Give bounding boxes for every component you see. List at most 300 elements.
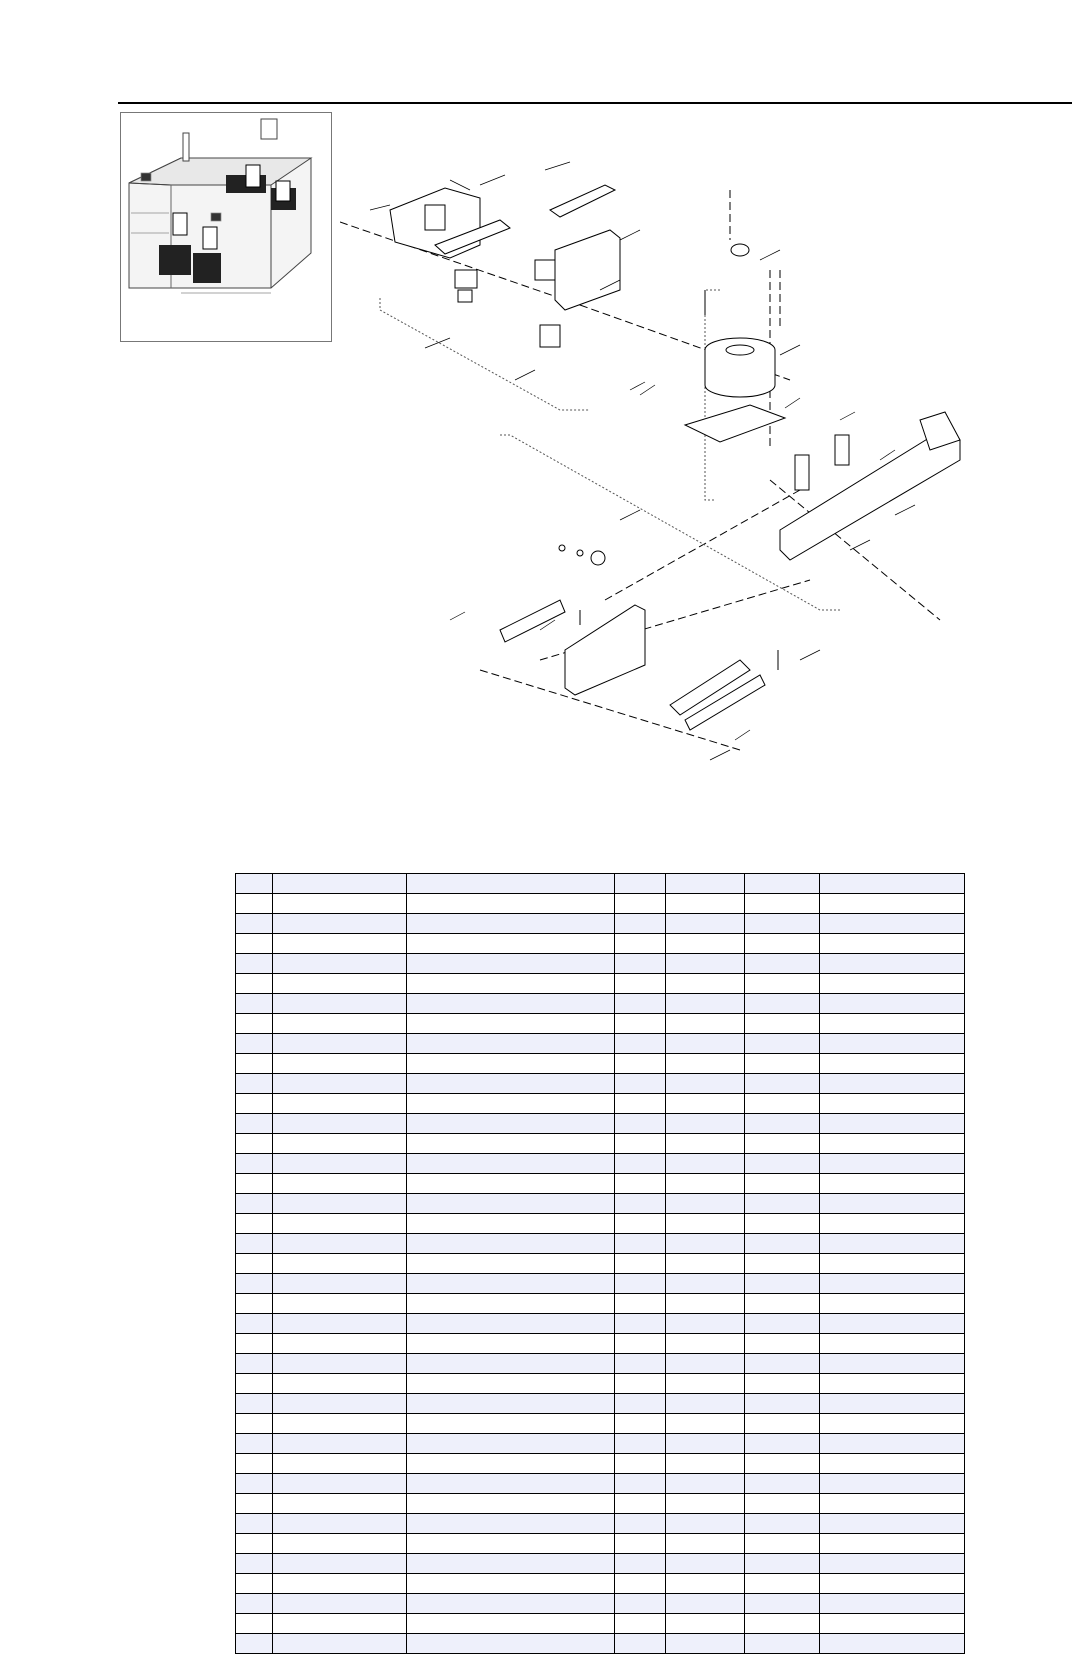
table-cell [272,1074,407,1094]
table-cell [236,1214,273,1234]
table-cell [236,1034,273,1054]
table-cell [236,1494,273,1514]
table-cell [615,1394,666,1414]
table-cell [744,1494,819,1514]
table-cell [666,1374,745,1394]
table-cell [615,934,666,954]
table-cell [236,1534,273,1554]
table-cell [820,1014,965,1034]
table-row [236,1334,965,1354]
table-cell [744,1094,819,1114]
table-cell [744,1234,819,1254]
table-cell [236,1574,273,1594]
table-cell [744,1594,819,1614]
table-cell [407,914,615,934]
table-row [236,1134,965,1154]
table-cell [820,1294,965,1314]
table-cell [615,914,666,934]
table-cell [615,1614,666,1634]
table-row [236,1154,965,1174]
table-cell [615,1174,666,1194]
table-cell [666,1494,745,1514]
table-cell [407,1214,615,1234]
table-cell [407,1094,615,1114]
table-cell [272,1314,407,1334]
table-cell [236,1414,273,1434]
table-cell [272,1334,407,1354]
table-cell [744,974,819,994]
table-cell [744,1534,819,1554]
table-cell [820,1554,965,1574]
table-cell [236,1474,273,1494]
table-cell [272,1154,407,1174]
table-cell [666,1014,745,1034]
table-cell [236,894,273,914]
table-cell [666,1294,745,1314]
table-cell [407,1254,615,1274]
table-cell [666,1574,745,1594]
table-cell [615,1014,666,1034]
table-cell [744,1214,819,1234]
machine-overview-drawing [121,113,331,341]
table-cell [666,1614,745,1634]
exploded-view-svg [340,150,1080,820]
table-cell [236,1374,273,1394]
table-cell [272,1274,407,1294]
table-cell [236,1054,273,1074]
table-cell [407,1454,615,1474]
table-cell [744,1154,819,1174]
table-cell [407,954,615,974]
table-cell [272,1474,407,1494]
table-row [236,934,965,954]
table-cell [615,974,666,994]
table-cell [272,1234,407,1254]
table-row [236,1474,965,1494]
table-cell [272,1214,407,1234]
table-cell [407,1034,615,1054]
table-row [236,1094,965,1114]
table-cell [236,1194,273,1214]
table-cell [236,1514,273,1534]
table-cell [615,1454,666,1474]
table-cell [744,1174,819,1194]
table-row [236,994,965,1014]
table-cell [272,1594,407,1614]
table-cell [407,1274,615,1294]
table-cell [820,1274,965,1294]
table-header-cell [236,874,273,894]
table-cell [666,1314,745,1334]
table-cell [615,1054,666,1074]
table-cell [666,1594,745,1614]
table-cell [820,1394,965,1414]
table-cell [236,1314,273,1334]
table-cell [666,1134,745,1154]
table-row [236,1174,965,1194]
table-cell [666,1334,745,1354]
table-cell [744,1274,819,1294]
table-cell [744,1454,819,1474]
table-cell [820,1634,965,1654]
table-cell [666,1094,745,1114]
table-cell [272,994,407,1014]
table-cell [407,994,615,1014]
table-cell [744,1334,819,1354]
table-row [236,1614,965,1634]
table-cell [744,1194,819,1214]
table-cell [666,1194,745,1214]
table-cell [666,954,745,974]
table-cell [615,1574,666,1594]
table-cell [236,1454,273,1474]
table-cell [615,1274,666,1294]
table-cell [820,974,965,994]
table-cell [407,1154,615,1174]
table-cell [407,1474,615,1494]
table-header-cell [744,874,819,894]
table-cell [820,894,965,914]
table-row [236,1234,965,1254]
table-cell [407,1574,615,1594]
table-cell [820,1254,965,1274]
table-row [236,1394,965,1414]
table-cell [615,1114,666,1134]
table-cell [272,1514,407,1534]
table-cell [407,1074,615,1094]
table-cell [666,934,745,954]
table-cell [272,914,407,934]
table-cell [236,994,273,1014]
parts-list-table [235,873,965,1654]
table-header-cell [272,874,407,894]
table-cell [407,1554,615,1574]
table-cell [615,994,666,1014]
table-cell [820,1134,965,1154]
table-cell [820,1154,965,1174]
table-header-cell [820,874,965,894]
table-row [236,1454,965,1474]
table-cell [820,954,965,974]
table-row [236,1254,965,1274]
table-cell [744,1614,819,1634]
table-cell [744,954,819,974]
table-cell [407,1314,615,1334]
table-cell [236,1174,273,1194]
table-cell [666,1394,745,1414]
table-cell [407,1174,615,1194]
table-cell [615,1314,666,1334]
table-cell [236,1154,273,1174]
table-cell [820,1414,965,1434]
table-cell [272,1254,407,1274]
table-row [236,1074,965,1094]
table-cell [666,1514,745,1534]
table-cell [407,1434,615,1454]
table-cell [407,1374,615,1394]
table-cell [615,1534,666,1554]
machine-overview-inset [120,112,332,342]
table-row [236,1574,965,1594]
table-cell [407,1394,615,1414]
table-cell [744,1474,819,1494]
table-cell [272,1634,407,1654]
table-row [236,1034,965,1054]
table-cell [615,1554,666,1574]
table-row [236,1114,965,1134]
table-cell [615,1334,666,1354]
table-cell [666,1254,745,1274]
table-cell [615,1034,666,1054]
table-cell [820,1074,965,1094]
table-cell [820,1514,965,1534]
table-cell [744,1414,819,1434]
table-cell [615,1414,666,1434]
table-cell [272,894,407,914]
table-cell [236,1434,273,1454]
table-row [236,894,965,914]
table-cell [272,1394,407,1414]
table-cell [615,1194,666,1214]
table-cell [236,1014,273,1034]
table-row [236,1414,965,1434]
table-cell [615,1134,666,1154]
table-cell [272,1094,407,1114]
table-cell [272,1494,407,1514]
table-cell [236,1074,273,1094]
table-cell [744,1314,819,1334]
table-cell [820,1314,965,1334]
table-cell [615,1374,666,1394]
table-cell [820,1374,965,1394]
table-cell [744,1634,819,1654]
table-cell [407,1014,615,1034]
table-cell [666,1634,745,1654]
table-cell [820,934,965,954]
table-cell [407,1134,615,1154]
table-cell [615,1494,666,1514]
table-cell [820,1354,965,1374]
table-cell [744,1114,819,1134]
table-cell [272,934,407,954]
table-cell [272,1554,407,1574]
table-cell [666,1054,745,1074]
table-cell [820,1454,965,1474]
table-cell [820,1234,965,1254]
table-cell [272,1134,407,1154]
table-cell [820,1534,965,1554]
table-cell [615,1254,666,1274]
table-row [236,1054,965,1074]
table-cell [820,1574,965,1594]
table-cell [666,1214,745,1234]
table-cell [272,974,407,994]
table-cell [272,1434,407,1454]
table-cell [615,1234,666,1254]
table-cell [744,1054,819,1074]
table-header-cell [615,874,666,894]
table-cell [744,994,819,1014]
table-cell [744,1254,819,1274]
table-cell [272,1114,407,1134]
table-cell [744,1294,819,1314]
table-cell [820,1214,965,1234]
table-cell [407,1194,615,1214]
table-row [236,1014,965,1034]
table-cell [666,974,745,994]
table-cell [407,1054,615,1074]
table-row [236,914,965,934]
table-cell [407,974,615,994]
table-cell [820,994,965,1014]
table-cell [236,974,273,994]
table-row [236,1274,965,1294]
table-cell [615,954,666,974]
table-cell [407,934,615,954]
table-cell [236,1354,273,1374]
table-row [236,1534,965,1554]
table-cell [272,1054,407,1074]
table-row [236,1554,965,1574]
table-cell [666,1434,745,1454]
table-row [236,1354,965,1374]
table-cell [236,1254,273,1274]
table-cell [615,1214,666,1234]
table-row [236,954,965,974]
table-cell [744,1514,819,1534]
table-cell [236,914,273,934]
header-rule [118,102,1072,104]
table-cell [666,1154,745,1174]
table-cell [272,1034,407,1054]
table-row [236,1434,965,1454]
table-cell [236,954,273,974]
table-row [236,1374,965,1394]
table-cell [666,1074,745,1094]
table-cell [744,914,819,934]
table-row [236,1634,965,1654]
table-cell [666,1234,745,1254]
table-cell [272,1534,407,1554]
table-cell [236,1634,273,1654]
table-cell [272,954,407,974]
table-cell [744,934,819,954]
table-cell [615,1514,666,1534]
table-cell [666,994,745,1014]
table-cell [407,1234,615,1254]
table-cell [744,1354,819,1374]
table-cell [407,1114,615,1134]
table-cell [272,1194,407,1214]
table-cell [744,1034,819,1054]
table-cell [666,914,745,934]
table-cell [272,1374,407,1394]
table-cell [272,1414,407,1434]
table-cell [666,1174,745,1194]
table-cell [820,1094,965,1114]
table-cell [820,1054,965,1074]
table-row [236,974,965,994]
table-cell [666,1454,745,1474]
table-cell [236,1274,273,1294]
table-cell [820,1334,965,1354]
table-cell [272,1454,407,1474]
table-cell [236,1134,273,1154]
table-cell [615,1354,666,1374]
table-cell [407,894,615,914]
table-cell [820,1034,965,1054]
table-cell [666,1034,745,1054]
table-cell [272,1014,407,1034]
table-row [236,1194,965,1214]
table-cell [820,1474,965,1494]
table-cell [744,1134,819,1154]
table-cell [820,1174,965,1194]
table-cell [744,1574,819,1594]
table-cell [615,1594,666,1614]
table-cell [407,1334,615,1354]
table-cell [272,1174,407,1194]
table-row [236,1214,965,1234]
table-cell [744,1374,819,1394]
table-cell [272,1574,407,1594]
table-cell [615,1074,666,1094]
table-cell [236,934,273,954]
table-cell [236,1234,273,1254]
table-cell [666,1274,745,1294]
table-cell [744,1014,819,1034]
table-cell [820,1194,965,1214]
table-cell [615,1634,666,1654]
table-header-cell [666,874,745,894]
table-cell [666,1114,745,1134]
table-cell [615,1434,666,1454]
table-row [236,1294,965,1314]
table-cell [272,1614,407,1634]
table-cell [820,1434,965,1454]
table-cell [744,1394,819,1414]
table-cell [666,1354,745,1374]
table-cell [407,1294,615,1314]
table-cell [615,894,666,914]
table-cell [615,1154,666,1174]
table-cell [407,1534,615,1554]
table-header-cell [407,874,615,894]
exploded-parts-diagram [340,150,1080,820]
table-cell [615,1294,666,1314]
table-cell [236,1294,273,1314]
table-cell [407,1354,615,1374]
table-cell [666,1554,745,1574]
table-cell [407,1414,615,1434]
table-cell [820,1494,965,1514]
table-cell [820,1114,965,1134]
table-cell [236,1614,273,1634]
table-cell [236,1094,273,1114]
table-header-row [236,874,965,894]
table-cell [236,1114,273,1134]
table-cell [666,1474,745,1494]
table-cell [407,1494,615,1514]
table-cell [236,1554,273,1574]
table-row [236,1514,965,1534]
table-cell [615,1474,666,1494]
table-cell [407,1514,615,1534]
table-cell [236,1394,273,1414]
table-cell [236,1594,273,1614]
table-cell [615,1094,666,1114]
table-cell [236,1334,273,1354]
